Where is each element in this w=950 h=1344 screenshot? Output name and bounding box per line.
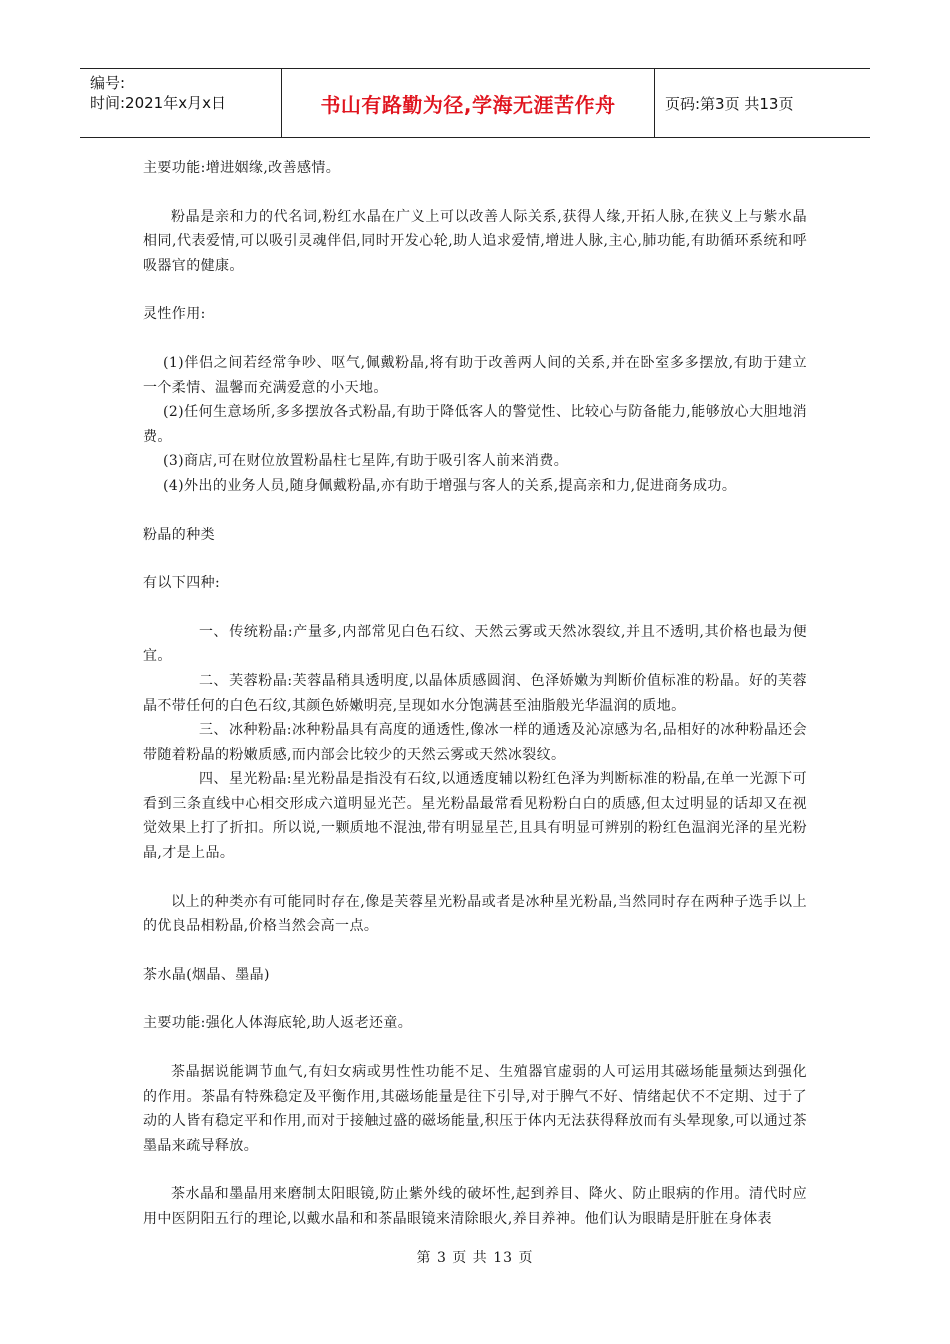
header-page-code: 页码:第3页 共13页 (665, 94, 794, 113)
list-item: (4)外出的业务人员,随身佩戴粉晶,亦有助于增强与客人的关系,提高亲和力,促进商务成功。 (163, 477, 737, 494)
list-text: 冰种粉晶:冰种粉晶具有高度的通透性,像冰一样的通透及沁凉感为名,品相好的冰种粉晶还会带随着粉晶的粉嫩质感,而内部会比较少的天然云雾或天然冰裂纹。 (143, 722, 807, 763)
list-item (143, 767, 807, 865)
list-item (143, 718, 807, 767)
list-number: 三、 (199, 722, 228, 739)
header-motto: 书山有路勤为径,学海无涯苦作舟 (282, 69, 655, 137)
paragraph: 有以下四种: (143, 575, 221, 592)
paragraph: 主要功能:强化人体海底轮,助人返老还童。 (143, 1015, 413, 1032)
time-label: 时间:2021年x月x日 (90, 94, 226, 112)
list-number: 二、 (199, 672, 228, 689)
list-text: 传统粉晶:产量多,内部常见白色石纹、天然云雾或天然冰裂纹,并且不透明,其价格也最为便宜。 (143, 623, 807, 665)
list-item (143, 620, 807, 669)
paragraph: 茶晶据说能调节血气,有妇女病或男性性功能不足、生殖器官虚弱的人可运用其磁场能量频达到强化的作用。茶晶有特殊稳定及平衡作用,其磁场能量是往下引导,对于脾气不好、情绪起伏不不定期、过于了动的人皆有稳定平和作用,而对于接触过盛的磁场能量,积压于体内无法获得释放而有头晕现象,可以通过茶墨晶来疏导释放。 (143, 1064, 807, 1154)
list-number: 四、 (199, 771, 228, 788)
list-item: (2)任何生意场所,多多摆放各式粉晶,有助于降低客人的警觉性、比较心与防备能力,能够放心大胆地消费。 (143, 404, 807, 445)
document-body (143, 156, 807, 1232)
list-item: (3)商店,可在财位放置粉晶柱七星阵,有助于吸引客人前来消费。 (163, 453, 569, 470)
section-label: 灵性作用: (143, 306, 206, 323)
document-header (80, 68, 870, 138)
list-item (143, 669, 807, 718)
paragraph: 主要功能:增进姻缘,改善感情。 (143, 160, 341, 176)
list-number: 一、 (199, 623, 228, 640)
paragraph: 粉晶是亲和力的代名词,粉红水晶在广义上可以改善人际关系,获得人缘,开拓人脉,在狭义上与紫水晶相同,代表爱情,可以吸引灵魂伴侣,同时开发心轮,助人追求爱情,增进人脉,主心,肺功能,有助循环系统和呼吸器官的健康。 (143, 208, 807, 274)
section-heading: 茶水晶(烟晶、墨晶) (143, 966, 270, 983)
number-label: 编号: (90, 74, 126, 92)
paragraph: 以上的种类亦有可能同时存在,像是芙蓉星光粉晶或者是冰种星光粉晶,当然同时存在两种子选手以上的优良品相粉晶,价格当然会高一点。 (143, 893, 807, 935)
list-item: (1)伴侣之间若经常争吵、呕气,佩戴粉晶,将有助于改善两人间的关系,并在卧室多多摆放,有助于建立一个柔情、温馨而充满爱意的小天地。 (143, 354, 807, 396)
header-meta (80, 69, 282, 137)
list-text: 芙蓉粉晶:芙蓉晶稍具透明度,以晶体质感圆润、色泽娇嫩为判断价值标准的粉晶。好的芙蓉晶不带任何的白色石纹,其颜色娇嫩明亮,呈现如水分饱满甚至油脂般光华温润的质地。 (143, 672, 807, 714)
section-heading: 粉晶的种类 (143, 526, 215, 543)
paragraph: 茶水晶和墨晶用来磨制太阳眼镜,防止紫外线的破坏性,起到养目、降火、防止眼病的作用。清代时应用中医阴阳五行的理论,以戴水晶和和茶晶眼镜来清除眼火,养目养神。他们认为眼睛是肝脏在身体表 (143, 1186, 807, 1227)
list-text: 星光粉晶:星光粉晶是指没有石纹,以通透度辅以粉红色泽为判断标准的粉晶,在单一光源下可看到三条直线中心相交形成六道明显光芒。星光粉晶最常看见粉粉白白的质感,但太过明显的话却又在视觉效果上打了折扣。所以说,一颗质地不混浊,带有明显星芒,且具有明显可辨别的粉红色温润光泽的星光粉晶,才是上品。 (143, 771, 807, 862)
page-footer: 第 3 页 共 13 页 (416, 1250, 534, 1266)
